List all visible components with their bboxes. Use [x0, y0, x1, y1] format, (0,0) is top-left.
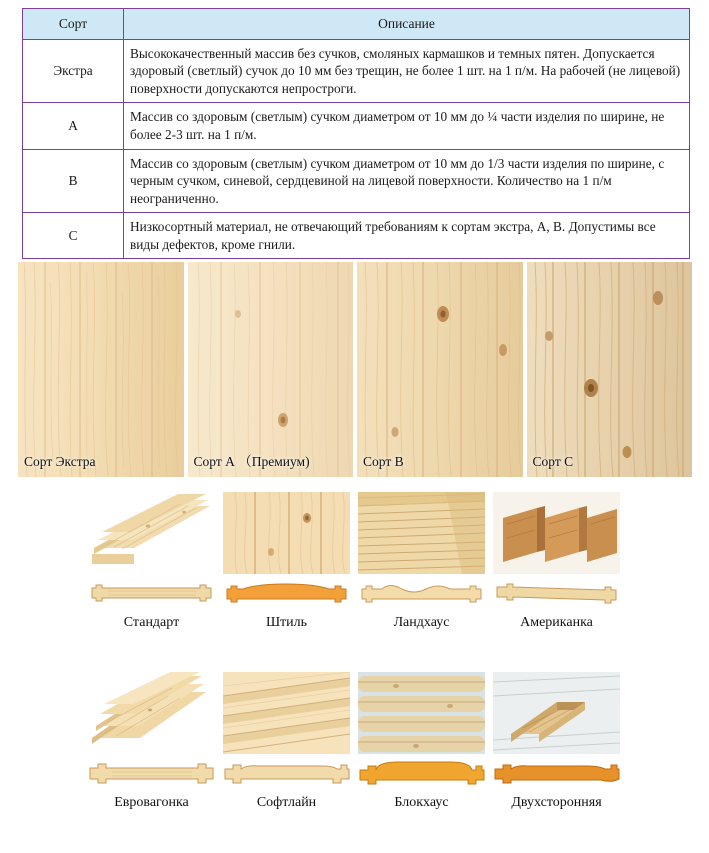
grade-photo-caption: Сорт Экстра: [24, 454, 96, 469]
grade-table-head: [23, 9, 690, 40]
profile-evrovagonka: [88, 672, 215, 811]
profile-dvukhstoronnyaya-diagram: [493, 758, 620, 788]
header-description: Описание: [124, 9, 690, 40]
standart-boards-image: [88, 492, 215, 574]
profile-amerikanka-diagram: [493, 578, 620, 608]
shtil-boards-image: [223, 492, 350, 574]
grade-table: [22, 8, 690, 259]
profile-shtil-diagram: [223, 578, 350, 608]
profile-caption: Американка: [520, 615, 593, 630]
profile-blockhaus-diagram: [358, 758, 485, 788]
shtil-profile-shape: [223, 578, 350, 608]
table-row: [23, 149, 690, 213]
profile-softline-diagram: [223, 758, 350, 788]
profile-dvukhstoronnyaya-photo: [493, 672, 620, 754]
header-grade: Сорт: [23, 9, 124, 40]
profile-caption: Двухсторонняя: [511, 795, 602, 810]
profile-dvukhstoronnyaya: [493, 672, 620, 811]
profile-standart-diagram: [88, 578, 215, 608]
profile-caption: Ландхаус: [393, 615, 450, 630]
profile-landhaus-photo: [358, 492, 485, 574]
grade-table-container: [22, 8, 690, 259]
blockhaus-wall-image: [358, 672, 485, 754]
profile-caption: Блокхаус: [394, 795, 449, 810]
cell-grade: В: [23, 149, 124, 213]
dvukhstoronnyaya-boards-image: [493, 672, 620, 754]
grade-photo-strip: [18, 262, 692, 477]
profile-softline: [223, 672, 350, 811]
landhaus-profile-shape: [358, 578, 485, 608]
profile-shtil: [223, 492, 350, 631]
wood-texture-b-image: [357, 262, 523, 477]
profile-row-1: [88, 492, 622, 631]
profile-softline-photo: [223, 672, 350, 754]
cell-description: Высококачественный массив без сучков, смоляных кармашков и темных пятен. Допускается здоровый (светлый) сучок до 10 мм без трещин, не более 1 шт. на 1 п/м. На рабочей (не лицевой) поверхности допускаются непростроги.: [124, 39, 690, 103]
profile-amerikanka: [493, 492, 620, 631]
amerikanka-boards-image: [493, 492, 620, 574]
grade-photo-caption: Сорт С: [532, 454, 574, 469]
evrovagonka-boards-image: [88, 672, 215, 754]
grade-photo-c: [527, 262, 693, 477]
amerikanka-profile-shape: [493, 578, 620, 608]
profile-standart: [88, 492, 215, 631]
grade-photo-b: [357, 262, 523, 477]
standart-profile-shape: [88, 578, 215, 608]
cell-description: Низкосортный материал, не отвечающий требованиям к сортам экстра, А, В. Допустимы все виды дефектов, кроме гнили.: [124, 213, 690, 259]
profile-evrovagonka-diagram: [88, 758, 215, 788]
profile-caption: Евровагонка: [114, 795, 189, 810]
cell-description: Массив со здоровым (светлым) сучком диаметром от 10 мм до ¼ части изделия по ширине, не более 2-3 шт. на 1 п/м.: [124, 103, 690, 149]
profile-shtil-photo: [223, 492, 350, 574]
wood-texture-c-image: [527, 262, 693, 477]
landhaus-ceiling-image: [358, 492, 485, 574]
wood-texture-extra-image: [18, 262, 184, 477]
profile-caption: Штиль: [265, 615, 308, 630]
table-row: [23, 39, 690, 103]
grade-photo-caption: Сорт А （Премиум): [193, 454, 310, 469]
profile-caption: Софтлайн: [256, 795, 317, 810]
profile-row-2: [88, 672, 622, 811]
evrovagonka-profile-shape: [88, 758, 215, 788]
dvukhstoronnyaya-profile-shape: [493, 758, 620, 788]
profile-blockhaus: [358, 672, 485, 811]
cell-description: Массив со здоровым (светлым) сучком диаметром от 10 мм до 1/3 части изделия по ширине, с черным сучком, синевой, сердцевиной на лицевой поверхности. Количество на 1 п/м неограниченно.: [124, 149, 690, 213]
softline-profile-shape: [223, 758, 350, 788]
grade-table-body: [23, 39, 690, 258]
profile-caption: Стандарт: [123, 615, 180, 630]
cell-grade: С: [23, 213, 124, 259]
grade-photo-a: [188, 262, 354, 477]
profile-blockhaus-photo: [358, 672, 485, 754]
profile-landhaus-diagram: [358, 578, 485, 608]
wood-texture-a-image: [188, 262, 354, 477]
profile-evrovagonka-photo: [88, 672, 215, 754]
profile-amerikanka-photo: [493, 492, 620, 574]
profile-standart-photo: [88, 492, 215, 574]
softline-boards-image: [223, 672, 350, 754]
grade-photo-extra: [18, 262, 184, 477]
profile-landhaus: [358, 492, 485, 631]
cell-grade: А: [23, 103, 124, 149]
table-row: [23, 103, 690, 149]
cell-grade: Экстра: [23, 39, 124, 103]
table-row: [23, 213, 690, 259]
grade-photo-caption: Сорт В: [363, 454, 404, 469]
table-header-row: [23, 9, 690, 40]
blockhaus-profile-shape: [358, 758, 485, 788]
